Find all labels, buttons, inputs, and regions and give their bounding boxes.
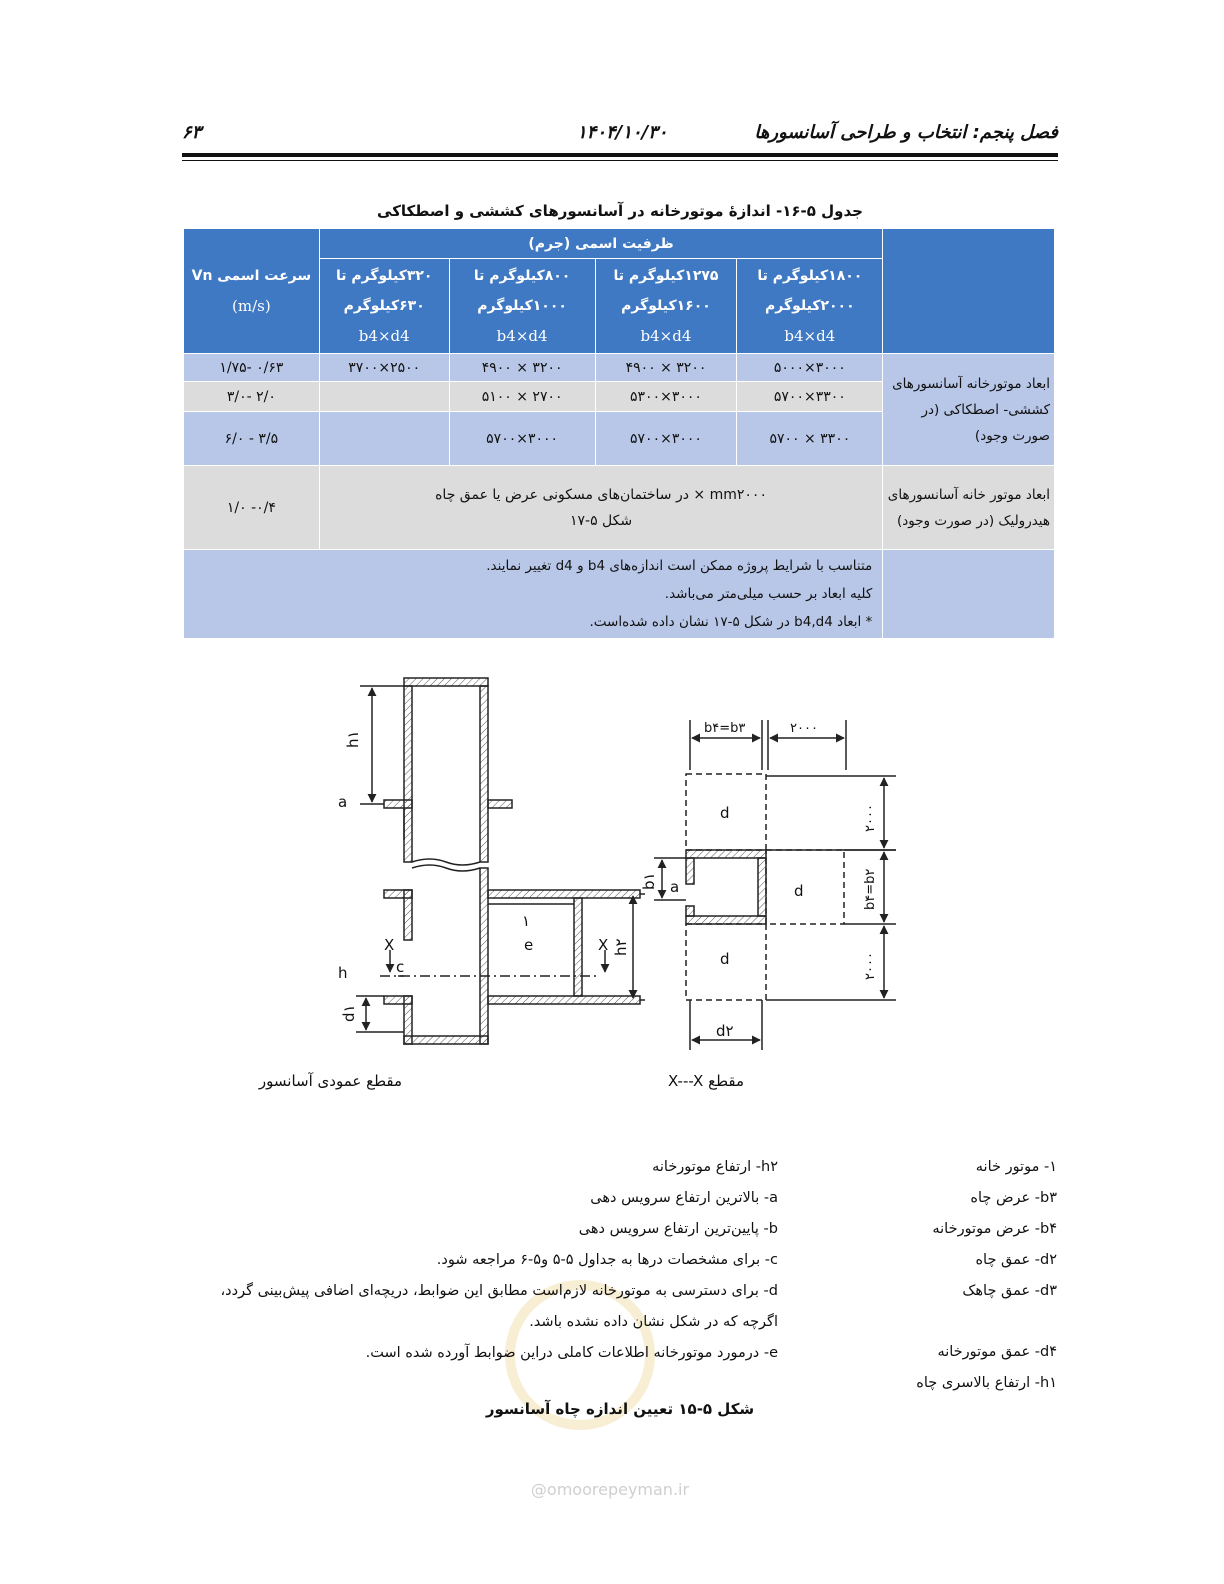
label-2000-lower: ۲۰۰۰ — [863, 952, 878, 980]
table-cell: ۳۳۰۰×۵۷۰۰ — [737, 382, 883, 412]
traction-label: ابعاد موتورخانه آسانسورهای کششی- اصطکاکی (در صورت وجود) — [883, 354, 1055, 466]
header-rule-thin — [182, 160, 1058, 161]
table-cell: ۳۲۰۰ × ۴۹۰۰ — [595, 354, 737, 382]
legend-item: اگرچه که در شکل نشان داده نشده باشد. — [529, 1314, 778, 1330]
label-d-bottom: d — [720, 950, 730, 968]
legend-item: b۳- عرض چاه — [970, 1190, 1057, 1206]
label-a: a — [338, 793, 348, 811]
machine-room-table — [183, 228, 1055, 639]
label-d-mid: d — [794, 882, 804, 900]
label-h1: h۱ — [344, 730, 362, 748]
legend-item: d- برای دسترسی به موتورخانه لازم‌است مطابق این ضوابط، دریچه‌ای اضافی پیش‌بینی گردد، — [220, 1283, 778, 1299]
label-c: c — [396, 958, 405, 976]
speed-header-line2: (m/s) — [232, 297, 271, 315]
capacity-header: ظرفیت اسمی (جرم) — [319, 229, 882, 259]
label-d-top: d — [720, 804, 730, 822]
table-cell: ۳۰۰۰×۵۰۰۰ — [737, 354, 883, 382]
capacity-col-4: ۳۲۰کیلوگرم تا ۶۳۰کیلوگرم b4×d4 — [319, 259, 449, 354]
legend-right — [897, 1152, 1057, 1399]
speed-header — [184, 229, 320, 354]
hydraulic-label: ابعاد موتور خانه آسانسورهای هیدرولیک (در صورت وجود) — [883, 466, 1055, 550]
table-notes-row — [184, 550, 1055, 639]
shaft-section-figure — [258, 660, 920, 1100]
label-2000-top: ۲۰۰۰ — [790, 721, 818, 736]
table-row — [184, 354, 1055, 382]
plan-section — [654, 720, 896, 1050]
legend-item: d۴- عمق موتورخانه — [937, 1344, 1057, 1360]
table-cell: ۲۵۰۰×۳۷۰۰ — [319, 354, 449, 382]
table-cell: ۰/۶۳ -۱/۷۵ — [184, 354, 320, 382]
table-cell: ۰/۴- ۱/۰ — [184, 466, 320, 550]
footer-watermark: @omoorepeyman.ir — [530, 1480, 690, 1499]
table-cell: ۳۲۰۰ × ۴۹۰۰ — [449, 354, 595, 382]
page-header — [182, 118, 1058, 152]
legend-item: d۳- عمق چاهک — [962, 1283, 1057, 1299]
label-a-plan: a — [670, 878, 680, 896]
legend-spacer — [897, 1307, 1057, 1337]
table-caption: جدول ۵-۱۶- اندازۀ موتورخانه در آسانسورهای کششی و اصطکاکی — [377, 202, 863, 220]
hydraulic-value: mm۲۰۰۰ × در ساختمان‌های مسکونی عرض یا عمق چاه شکل ۵-۱۷ — [319, 466, 882, 550]
legend-item: b- پایین‌ترین ارتفاع سرویس دهی — [578, 1221, 778, 1237]
table-cell: ۳۳۰۰ × ۵۷۰۰ — [737, 412, 883, 466]
table-row — [184, 466, 1055, 550]
table-cell — [319, 412, 449, 466]
table-cell — [319, 382, 449, 412]
label-x-right: X — [598, 936, 609, 954]
legend-item: h۱- ارتفاع بالاسری چاه — [916, 1375, 1057, 1391]
legend-left — [178, 1152, 778, 1369]
label-h2: h۲ — [612, 938, 630, 956]
legend-item: b۴- عرض موتورخانه — [932, 1221, 1057, 1237]
legend-item: d۲- عمق چاه — [975, 1252, 1057, 1268]
label-1: ۱ — [522, 912, 531, 930]
legend-item: a- بالاترین ارتفاع سرویس دهی — [590, 1190, 778, 1206]
label-d2: d۲ — [716, 1022, 734, 1040]
label-2000-upper: ۲۰۰۰ — [863, 804, 878, 832]
table-notes: متناسب با شرایط پروژه ممکن است اندازه‌های b4 و d4 تغییر نمایند. کلیه ابعاد بر حسب میلی‌متر می‌باشد. * ابعاد b4,d4 در شکل ۵-۱۷ نشان داده شده‌است. — [184, 550, 883, 639]
label-b1: b۱ — [640, 872, 658, 890]
right-figure-title: مقطع X---X — [668, 1072, 744, 1090]
label-x-left: X — [384, 936, 395, 954]
label-e: e — [524, 936, 534, 954]
blank-header-cell — [883, 229, 1055, 354]
blank-note-cell — [883, 550, 1055, 639]
capacity-col-2: ۱۲۷۵کیلوگرم تا ۱۶۰۰کیلوگرم b4×d4 — [595, 259, 737, 354]
chapter-title: فصل پنجم: انتخاب و طراحی آسانسورها — [754, 122, 1058, 143]
header-rule-thick — [182, 153, 1058, 157]
speed-header-line1: سرعت اسمی Vn — [191, 268, 312, 284]
table-cell: ۳۰۰۰×۵۷۰۰ — [449, 412, 595, 466]
legend-item: e- درمورد موتورخانه اطلاعات کاملی دراین ضوابط آورده شده است. — [365, 1345, 778, 1361]
figure-caption: شکل ۵-۱۵ تعیین اندازه چاه آسانسور — [485, 1400, 755, 1418]
legend-item: h۲- ارتفاع موتورخانه — [652, 1159, 778, 1175]
left-figure-title: مقطع عمودی آسانسور — [258, 1072, 402, 1090]
legend-item: ۱- موتور خانه — [975, 1159, 1057, 1175]
table-cell: ۳/۵ - ۶/۰ — [184, 412, 320, 466]
label-h: h — [338, 964, 348, 982]
table-cell: ۳۰۰۰×۵۷۰۰ — [595, 412, 737, 466]
legend-item: c- برای مشخصات درها به جداول ۵-۵ و۵-۶ مراجعه شود. — [436, 1252, 778, 1268]
table-cell: ۳۰۰۰×۵۳۰۰ — [595, 382, 737, 412]
capacity-col-3: ۸۰۰کیلوگرم تا ۱۰۰۰کیلوگرم b4×d4 — [449, 259, 595, 354]
page-number: ۶۳ — [182, 122, 202, 143]
capacity-col-1: ۱۸۰۰کیلوگرم تا ۲۰۰۰کیلوگرم b4×d4 — [737, 259, 883, 354]
table-cell: ۲/۰ -۳/۰ — [184, 382, 320, 412]
vertical-section — [356, 678, 645, 1044]
label-b4-b2: b۴=b۲ — [863, 868, 878, 910]
label-d1: d۱ — [340, 1004, 358, 1022]
header-date: ۱۴۰۴/۱۰/۳۰ — [577, 122, 668, 143]
label-b4-b3: b۴=b۳ — [704, 721, 746, 736]
table-cell: ۲۷۰۰ × ۵۱۰۰ — [449, 382, 595, 412]
